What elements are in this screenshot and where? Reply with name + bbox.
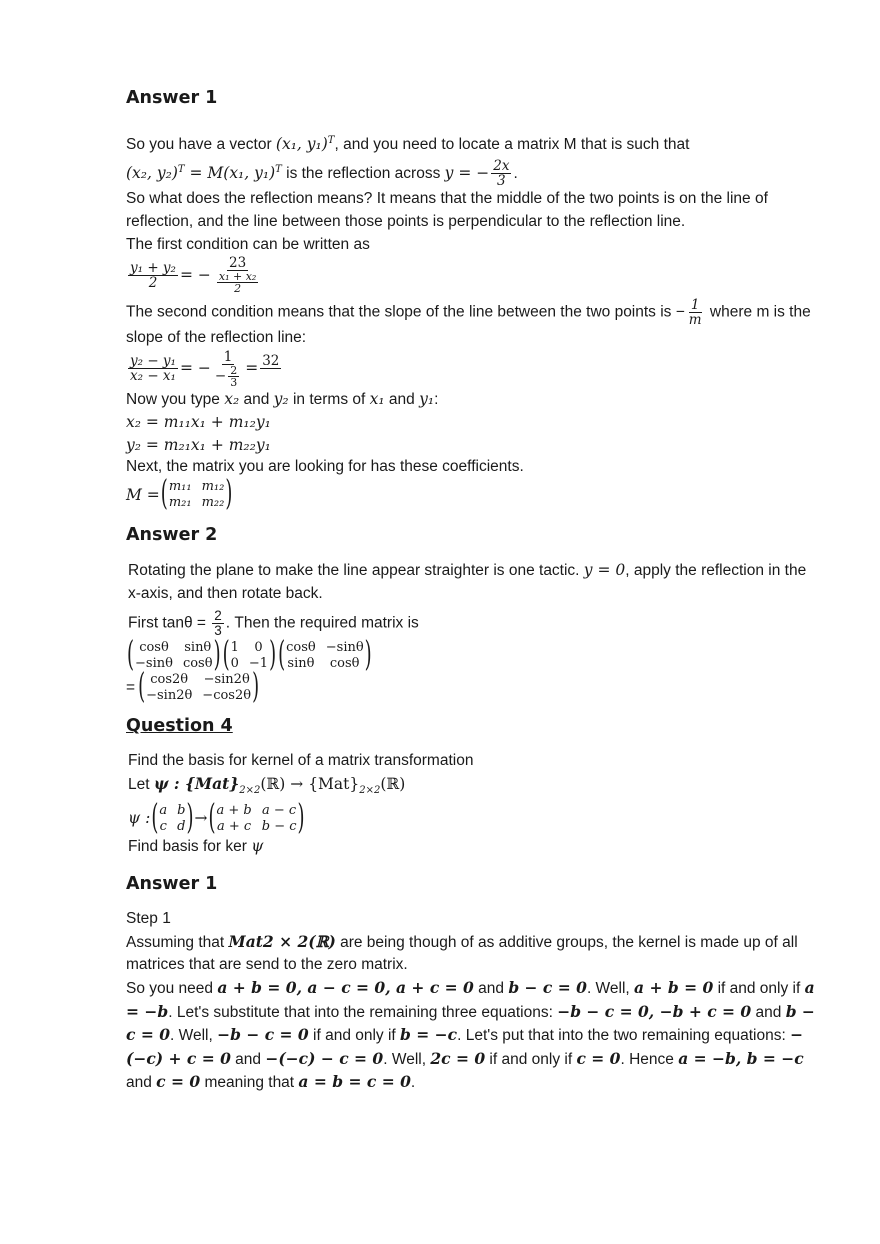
eq1-equals: = − [179, 265, 211, 284]
a1-line-2 [126, 159, 816, 189]
rotation-matrix [135, 640, 213, 672]
t: if and only if [713, 979, 805, 997]
matrix-cell: b − c [261, 818, 297, 834]
a2-matrix-result [126, 667, 816, 708]
frac-den-compound [213, 365, 243, 388]
right-paren: ) [213, 635, 221, 676]
a1-para3-b: where m is the slope of the reflection line: [126, 303, 811, 347]
t: if and only if [485, 1050, 577, 1068]
a3-para-2 [126, 977, 816, 1095]
t: . Then the required matrix is [225, 614, 419, 632]
t: and [230, 1050, 266, 1068]
right-paren: ) [297, 797, 305, 838]
t: . Let's put that into the two remaining equations: [457, 1027, 791, 1045]
math: −(−c) + c = 0 [126, 1025, 804, 1068]
frac-num: 1 [223, 348, 233, 365]
t: . Well, [586, 979, 635, 997]
eq2-equals-2: = [245, 359, 259, 378]
t: First tanθ = [128, 614, 211, 632]
q4-para-1: Find the basis for kernel of a matrix transformation [128, 752, 474, 770]
matrix-cell: cosθ [286, 640, 316, 656]
fraction-2-3 [212, 609, 224, 638]
a1-para-5: Next, the matrix you are looking for has these coefficients. [126, 458, 524, 476]
psi-label: ψ : [128, 809, 151, 828]
frac-num: 2 [214, 608, 222, 624]
left-paren: ( [160, 474, 168, 515]
t: Now you type [126, 390, 225, 408]
a1-vec1: (x₁, y₁) [275, 135, 328, 154]
matrix-cell: −sin2θ [203, 672, 250, 688]
eq2-result [260, 354, 281, 383]
right-paren: ) [225, 474, 233, 515]
math: 2c = 0 [430, 1048, 486, 1068]
math: (ℝ) → {Mat} [260, 774, 360, 793]
left-paren: ( [151, 797, 159, 838]
right-paren: ) [186, 797, 194, 838]
a1-para-4 [126, 388, 816, 412]
minus: − [214, 367, 227, 384]
answer-1-heading: Answer 1 [126, 88, 218, 108]
right-paren: ) [269, 635, 277, 676]
t: . Hence [620, 1050, 679, 1068]
math: b = −c [400, 1025, 458, 1045]
a1-para3-fraction [687, 298, 704, 327]
frac-num: 23 [229, 255, 247, 272]
math: ψ : {Mat} [153, 773, 240, 793]
math: b − c = 0 [508, 977, 587, 997]
t: Assuming that [126, 933, 229, 951]
matrix-cell: cosθ [182, 656, 213, 672]
a1-sup-t: T [327, 135, 335, 146]
frac-den-empty [267, 369, 275, 383]
math: (ℝ) [380, 774, 406, 793]
t: . [410, 1074, 416, 1092]
matrix-cell: a + b [216, 802, 252, 818]
var-y2: y₂ [273, 389, 289, 408]
t: . Well, [383, 1050, 431, 1068]
frac-den-compound [213, 271, 262, 294]
matrix-cell: m₂₁ [168, 495, 192, 511]
document-page [126, 86, 816, 1095]
matrix-cell: a − c [262, 802, 297, 818]
math: a + b = 0, a − c = 0, a + c = 0 [217, 977, 474, 997]
eq1-lhs-fraction [128, 261, 178, 290]
a2-matrix-product [126, 635, 816, 676]
a1-l2-text: is the reflection across [281, 164, 445, 182]
var-x1: x₁ [369, 389, 385, 408]
matrix-cell: m₁₁ [168, 479, 192, 495]
matrix-cell: cos2θ [150, 672, 189, 688]
t: Rotating the plane to make the line appear straighter is one tactic. [128, 562, 584, 580]
a1-l1-post: , and you need to locate a matrix M that is such that [334, 136, 690, 154]
frac-num: 32 [262, 353, 280, 370]
matrix-cell: 0 [230, 656, 239, 672]
math: a = −b, b = −c [678, 1048, 804, 1068]
q4-para-2 [126, 835, 816, 859]
q4-let-line [126, 773, 816, 803]
t: are being though of as additive groups, the kernel is made up of all matrices that are send to the zero matrix. [126, 933, 798, 974]
a2-para-1 [126, 559, 816, 605]
q4-mapping [126, 797, 816, 838]
input-matrix [159, 803, 185, 835]
eq2-equals: = − [179, 359, 211, 378]
inner-fraction [217, 271, 258, 294]
matrix-cell: −sin2θ [146, 688, 193, 704]
a1-matrix-m [126, 474, 816, 515]
frac-den: 2 [148, 274, 158, 291]
matrix-cell: m₂₂ [201, 495, 225, 511]
a1-para3-a: The second condition means that the slope of the line between the two points is − [126, 303, 685, 321]
a1-line-1 [126, 130, 816, 157]
t: and [239, 390, 274, 408]
a1-vec1b: (x₁, y₁) [223, 163, 276, 182]
a1-equation-3: x₂ = m₁₁x₁ + m₁₂y₁ [126, 413, 271, 432]
a3-para-1 [126, 931, 816, 977]
eq-y0: y = 0 [583, 561, 626, 580]
t: . Well, [170, 1027, 218, 1045]
eq1-rhs-fraction [213, 256, 262, 294]
t: and [473, 979, 509, 997]
matrix-cell: cosθ [139, 640, 169, 656]
left-paren: ( [138, 667, 146, 708]
matrix-cell: sinθ [184, 640, 212, 656]
reflection-matrix [231, 640, 268, 672]
equals-sign: = [126, 678, 136, 696]
frac-den: 3 [230, 375, 238, 389]
frac-den: 3 [214, 623, 222, 639]
matrix-cell: −1 [248, 656, 269, 672]
eq2-rhs-fraction [213, 350, 243, 388]
inner-fraction [228, 365, 239, 388]
output-matrix [217, 803, 297, 835]
frac-den: m [688, 312, 702, 329]
left-paren: ( [222, 635, 230, 676]
matrix-cell: 1 [230, 640, 239, 656]
t: Find basis for ker [128, 837, 252, 855]
matrix-cell: m₁₂ [201, 479, 225, 495]
matrix-cell: sinθ [287, 656, 315, 672]
math: c = 0 [576, 1048, 621, 1068]
math: b − c = 0 [126, 1001, 815, 1045]
math: −(−c) − c = 0 [265, 1048, 384, 1068]
t: and [384, 390, 420, 408]
math: c = 0 [156, 1072, 201, 1092]
math: −b − c = 0, −b + c = 0 [557, 1001, 752, 1021]
a1-sup-t3: T [275, 163, 282, 175]
math: −b − c = 0 [217, 1025, 309, 1045]
left-paren: ( [127, 635, 135, 676]
matrix-cell: 0 [254, 640, 263, 656]
t: , apply the reflection in the x-axis, and then rotate back. [128, 562, 807, 602]
a1-l1-pre: So you have a vector [126, 136, 276, 154]
a3-step: Step 1 [126, 910, 171, 928]
answer-q4-heading: Answer 1 [126, 874, 218, 895]
frac-den: 2 [234, 282, 242, 296]
a1-sup-t2: T [177, 163, 185, 175]
frac-num: 2 [230, 363, 238, 377]
frac-num: x₁ + x₂ [218, 270, 257, 284]
a1-eq-m: = M [184, 163, 224, 182]
t: Let [128, 775, 154, 793]
arrow: → [194, 809, 208, 828]
right-paren: ) [252, 667, 260, 708]
math: a + b = 0 [634, 977, 714, 997]
t: in terms of [288, 390, 370, 408]
frac-num: 1 [690, 297, 700, 314]
matrix-label: M = [126, 485, 160, 504]
matrix-cell: a + c [217, 818, 252, 834]
left-paren: ( [278, 635, 286, 676]
math: Mat2 × 2(ℝ) [228, 931, 336, 951]
matrix-cell: −sinθ [325, 640, 364, 656]
a2-para-2 [126, 609, 816, 638]
matrix-cell: −sinθ [135, 656, 173, 672]
t: and [751, 1003, 786, 1021]
var-y1: y₁ [419, 389, 435, 408]
t: : [434, 390, 439, 408]
a1-para-2: The first condition can be written as [126, 235, 370, 253]
eq2-lhs-fraction [128, 354, 178, 383]
a1-equation-4: y₂ = m₂₁x₁ + m₂₂y₁ [126, 435, 271, 454]
result-matrix [146, 672, 251, 704]
matrix-cell: c [159, 818, 167, 834]
psi: ψ [251, 836, 264, 855]
frac-num: y₂ − y₁ [130, 353, 176, 370]
var-x2: x₂ [224, 389, 240, 408]
left-paren: ( [208, 797, 216, 838]
frac-num: y₁ + y₂ [130, 259, 176, 276]
a1-l2-y: y = − [444, 163, 490, 182]
matrix-cell: b [177, 802, 186, 818]
a1-para-3 [126, 298, 816, 350]
answer-2-heading: Answer 2 [126, 525, 218, 546]
a1-fraction-2x3 [491, 159, 511, 188]
a1-equation-1 [126, 256, 816, 294]
frac-num: 2x [493, 158, 510, 175]
a1-l2-end: . [513, 164, 518, 182]
t: meaning that [200, 1074, 299, 1092]
sub: 2×2 [359, 784, 381, 796]
matrix-cell: −cos2θ [202, 688, 252, 704]
math: a = b = c = 0 [298, 1072, 411, 1092]
inverse-rotation-matrix [286, 640, 364, 672]
question-4-heading: Question 4 [126, 716, 233, 737]
matrix-cell: d [177, 818, 186, 834]
t: if and only if [308, 1027, 401, 1045]
frac-den: 3 [497, 173, 506, 190]
t: So you need [126, 979, 218, 997]
matrix-cell: a [159, 802, 168, 818]
frac-den: x₂ − x₁ [130, 368, 176, 385]
math: a = −b [126, 977, 815, 1021]
matrix-m-cells [169, 479, 225, 511]
a1-equation-2 [126, 350, 816, 388]
a1-vec2: (x₂, y₂) [126, 163, 178, 182]
sub: 2×2 [239, 784, 261, 796]
t: and [126, 1074, 157, 1092]
t: . Let's substitute that into the remaining three equations: [168, 1003, 558, 1021]
a1-para-1: So what does the reflection means? It means that the middle of the two points is on the line of reflection, and the line between those points is perpendicular to the reflection line. [126, 190, 768, 230]
matrix-cell: cosθ [329, 656, 360, 672]
right-paren: ) [364, 635, 372, 676]
